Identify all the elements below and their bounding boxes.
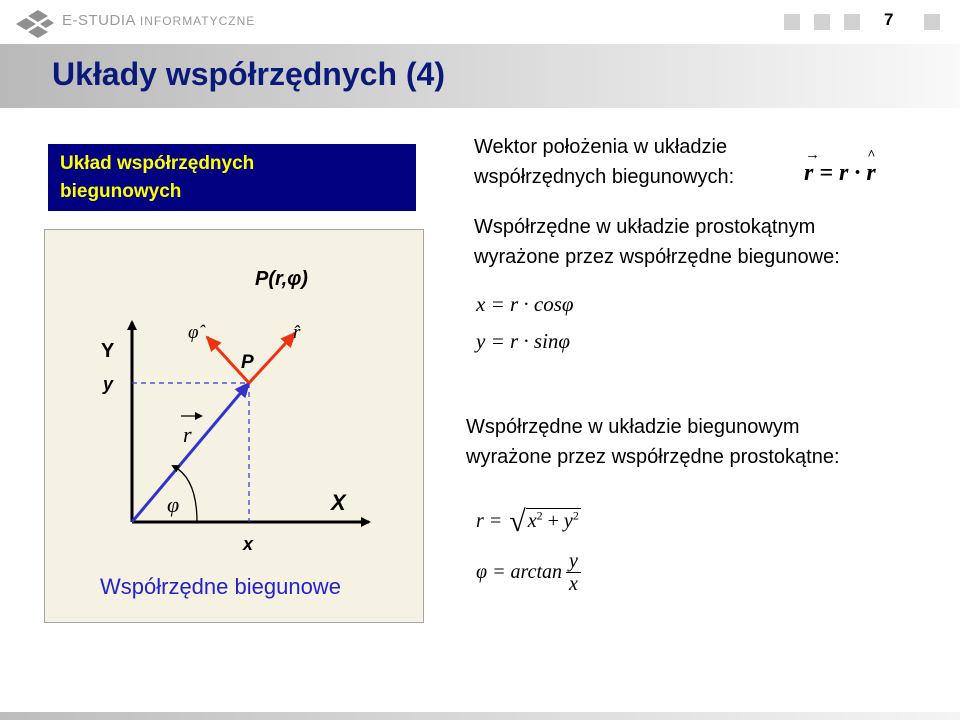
phi-hat-label: φ̂: [188, 322, 199, 343]
vec-formula-middle: = r ·: [813, 160, 867, 186]
polar-diagram: [44, 229, 424, 623]
angle-phi-label: φ: [167, 492, 180, 517]
x-axis-label: X: [331, 490, 346, 515]
vec-r-symbol: r: [804, 160, 814, 186]
block1-line2: współrzędnych biegunowych:: [474, 166, 735, 188]
r-vector-label: r: [183, 422, 192, 447]
equation-r-x: x: [527, 510, 537, 532]
equation-r-plus: +: [542, 510, 564, 532]
nav-prev-button[interactable]: [814, 14, 830, 30]
y-tick-label: y: [103, 374, 114, 394]
section-label-line2: biegunowych: [60, 181, 182, 202]
polar-diagram-figure: [45, 230, 423, 622]
equation-r: [476, 505, 581, 539]
diagram-caption: Współrzędne biegunowe: [100, 574, 341, 599]
equation-r-lhs: r =: [476, 510, 503, 532]
polar-to-cartesian-description: [474, 212, 840, 272]
equation-phi-lhs: φ = arctan: [476, 561, 563, 583]
sqrt-radicand: [526, 508, 581, 532]
y-axis-label: Y: [101, 340, 115, 362]
block2-line1: Współrzędne w układzie prostokątnym: [474, 216, 816, 238]
nav-first-button[interactable]: [784, 14, 800, 30]
block3-line1: Współrzędne w układzie biegunowym: [466, 416, 800, 438]
x-tick-label: x: [243, 534, 254, 554]
block1-line1: Wektor położenia w układzie: [474, 136, 728, 158]
equation-r-y: y: [563, 510, 573, 532]
footer-bar: [0, 712, 960, 720]
page-number: 7: [884, 10, 894, 29]
brand-main: E-STUDIA: [62, 12, 136, 29]
company-logo: [12, 4, 56, 40]
nav-next-button[interactable]: [924, 14, 940, 30]
equation-x: x = r · cosφ: [476, 292, 574, 316]
equation-phi: [476, 550, 581, 595]
position-vector-description: [474, 132, 734, 192]
fraction-denominator: x: [569, 573, 578, 595]
brand-sub: INFORMATYCZNE: [139, 14, 256, 28]
fraction-y-over-x: [566, 550, 581, 595]
y-exponent: 2: [572, 508, 579, 523]
cartesian-to-polar-description: [466, 412, 840, 472]
section-label: [60, 150, 410, 206]
point-p-label: P: [241, 352, 254, 373]
position-vector: [132, 383, 249, 522]
equation-y: y = r · sinφ: [476, 329, 571, 353]
r-hat-label: r̂: [293, 322, 301, 343]
unit-r-symbol: r: [866, 160, 876, 186]
x-exponent: 2: [536, 508, 543, 523]
fraction-numerator: y: [566, 550, 581, 573]
nav-home-button[interactable]: [844, 14, 860, 30]
sqrt-icon: √: [509, 505, 526, 538]
brand-name: [62, 12, 255, 29]
slide-title: Układy współrzędnych (4): [52, 56, 445, 92]
section-label-line1: Układ współrzędnych: [60, 153, 255, 174]
block2-line2: wyrażone przez współrzędne biegunowe:: [474, 246, 840, 268]
block3-line2: wyrażone przez współrzędne prostokątne:: [466, 446, 840, 468]
position-vector-formula: → r = r · ^ r: [804, 147, 876, 186]
point-coordinates-label: P(r,φ): [255, 268, 308, 290]
unit-vector-r: [249, 333, 295, 383]
